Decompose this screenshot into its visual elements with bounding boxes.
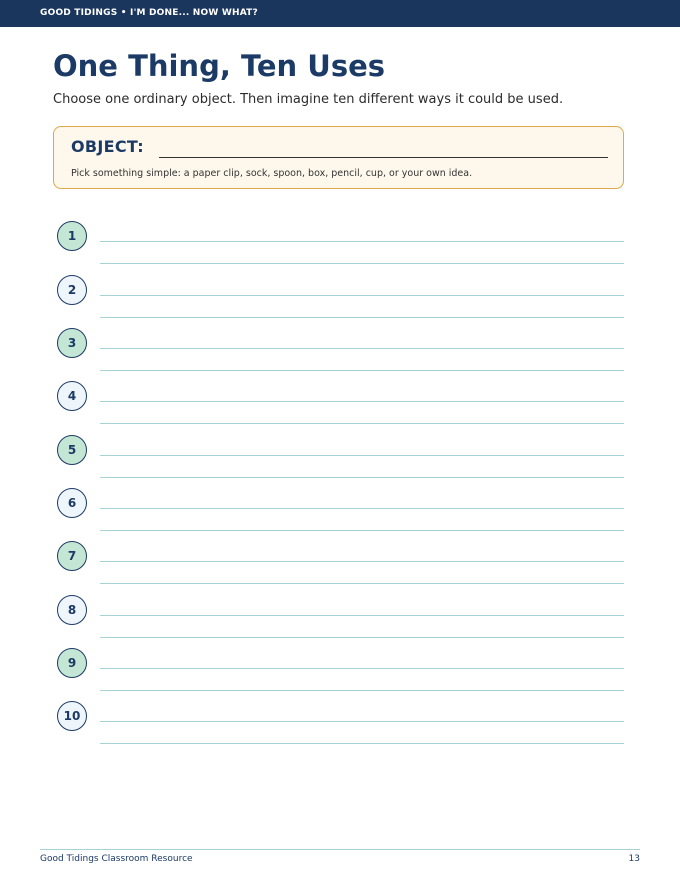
answer-line[interactable] bbox=[100, 241, 624, 242]
answer-line[interactable] bbox=[100, 690, 624, 691]
answer-row bbox=[57, 541, 627, 593]
answer-row bbox=[57, 328, 627, 380]
footer-divider bbox=[40, 849, 640, 850]
answer-line[interactable] bbox=[100, 455, 624, 456]
number-badge: 2 bbox=[57, 275, 87, 305]
answer-line[interactable] bbox=[100, 615, 624, 616]
answer-line[interactable] bbox=[100, 263, 624, 264]
top-banner bbox=[0, 0, 680, 27]
banner-text: GOOD TIDINGS • I'M DONE... NOW WHAT? bbox=[40, 8, 258, 18]
answer-row bbox=[57, 381, 627, 433]
number-badge: 5 bbox=[57, 435, 87, 465]
answer-line[interactable] bbox=[100, 508, 624, 509]
object-write-line[interactable] bbox=[159, 157, 608, 158]
answer-row bbox=[57, 275, 627, 327]
number-badge: 8 bbox=[57, 595, 87, 625]
answer-row bbox=[57, 221, 627, 273]
number-badge: 4 bbox=[57, 381, 87, 411]
object-hint: Pick something simple: a paper clip, sock, spoon, box, pencil, cup, or your own idea. bbox=[71, 168, 473, 179]
answer-line[interactable] bbox=[100, 348, 624, 349]
answer-line[interactable] bbox=[100, 530, 624, 531]
answer-line[interactable] bbox=[100, 401, 624, 402]
answer-line[interactable] bbox=[100, 743, 624, 744]
answer-line[interactable] bbox=[100, 295, 624, 296]
number-badge: 10 bbox=[57, 701, 87, 731]
page-subtitle: Choose one ordinary object. Then imagine ten different ways it could be used. bbox=[53, 92, 564, 107]
answer-line[interactable] bbox=[100, 477, 624, 478]
number-badge: 7 bbox=[57, 541, 87, 571]
answer-line[interactable] bbox=[100, 423, 624, 424]
number-badge: 3 bbox=[57, 328, 87, 358]
page-number: 13 bbox=[628, 854, 640, 864]
number-badge: 6 bbox=[57, 488, 87, 518]
answer-row bbox=[57, 488, 627, 540]
object-label: OBJECT: bbox=[71, 137, 144, 156]
object-box bbox=[53, 126, 624, 189]
number-badge: 1 bbox=[57, 221, 87, 251]
answer-line[interactable] bbox=[100, 561, 624, 562]
answer-row bbox=[57, 701, 627, 753]
footer-text: Good Tidings Classroom Resource bbox=[40, 854, 193, 864]
page-title: One Thing, Ten Uses bbox=[53, 49, 386, 83]
answer-line[interactable] bbox=[100, 583, 624, 584]
answer-row bbox=[57, 595, 627, 647]
answer-line[interactable] bbox=[100, 668, 624, 669]
answer-line[interactable] bbox=[100, 721, 624, 722]
answer-line[interactable] bbox=[100, 370, 624, 371]
number-badge: 9 bbox=[57, 648, 87, 678]
answer-row bbox=[57, 648, 627, 700]
answer-line[interactable] bbox=[100, 317, 624, 318]
answer-row bbox=[57, 435, 627, 487]
answer-line[interactable] bbox=[100, 637, 624, 638]
